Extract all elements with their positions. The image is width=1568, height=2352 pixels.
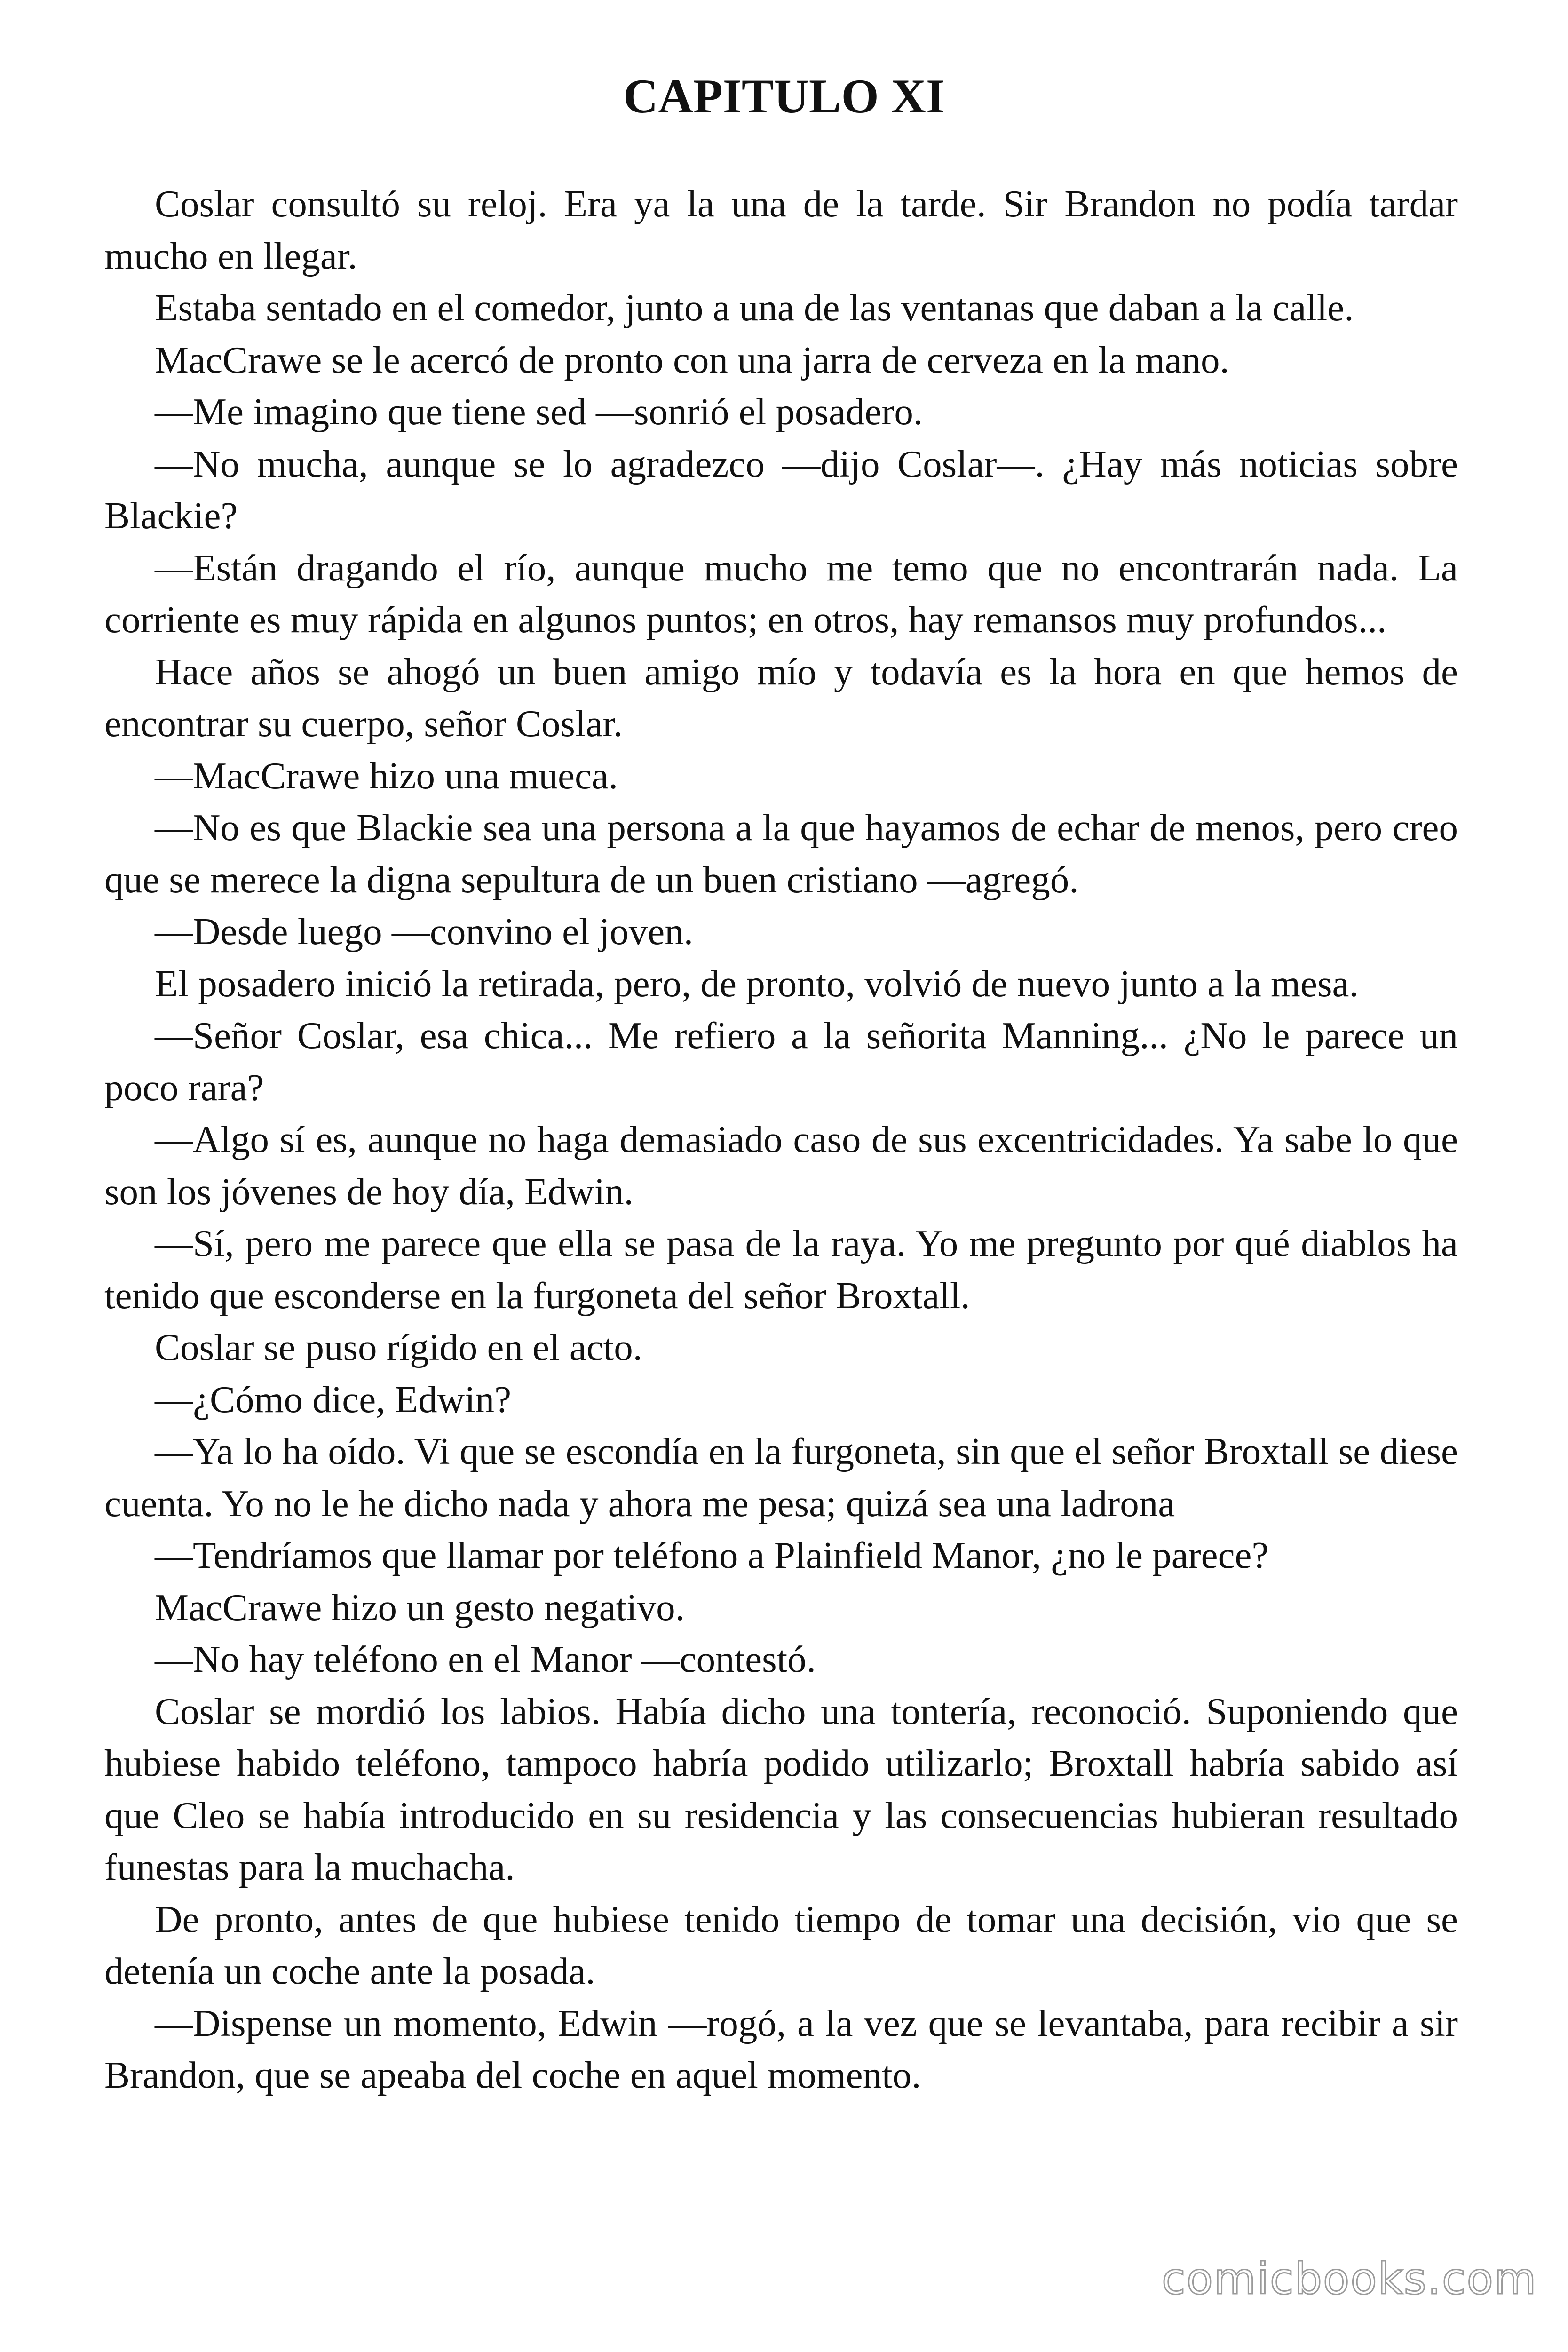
paragraph: Coslar consultó su reloj. Era ya la una de la tarde. Sir Brandon no podía tardar mucho en llegar. xyxy=(104,183,1458,277)
paragraph: MacCrawe se le acercó de pronto con una jarra de cerveza en la mano. xyxy=(155,338,1229,381)
paragraph: —Tendríamos que llamar por teléfono a Plainfield Manor, ¿no le parece? xyxy=(155,1534,1269,1576)
paragraph: —No hay teléfono en el Manor —contestó. xyxy=(155,1638,816,1680)
paragraph: Coslar se puso rígido en el acto. xyxy=(155,1326,643,1368)
paragraph: De pronto, antes de que hubiese tenido tiempo de tomar una decisión, vio que se detenía un coche ante la posada. xyxy=(104,1898,1458,1992)
paragraph: Estaba sentado en el comedor, junto a una de las ventanas que daban a la calle. xyxy=(155,286,1354,329)
paragraph: Coslar se mordió los labios. Había dicho una tontería, reconoció. Suponiendo que hubiese habido teléfono, tampoco habría podido utilizarlo; Broxtall habría sabido así que Cleo se había introducido en su residencia y las consecuencias hubieran resultado funestas para la muchacha. xyxy=(104,1690,1458,1888)
paragraph: MacCrawe hizo un gesto negativo. xyxy=(155,1586,685,1629)
paragraph: —Ya lo ha oído. Vi que se escondía en la furgoneta, sin que el señor Broxtall se diese cuenta. Yo no le he dicho nada y ahora me pesa; quizá sea una ladrona xyxy=(104,1430,1458,1525)
paragraph: —¿Cómo dice, Edwin? xyxy=(155,1378,512,1421)
paragraph: El posadero inició la retirada, pero, de pronto, volvió de nuevo junto a la mesa. xyxy=(155,962,1359,1005)
chapter-title: CAPITULO XI xyxy=(623,70,945,123)
paragraph: —No mucha, aunque se lo agradezco —dijo Coslar—. ¿Hay más noticias sobre Blackie? xyxy=(104,442,1458,537)
chapter-body xyxy=(104,178,1458,2101)
paragraph: —Algo sí es, aunque no haga demasiado caso de sus excentricidades. Ya sabe lo que son los jóvenes de hoy día, Edwin. xyxy=(104,1118,1458,1213)
paragraph: —Dispense un momento, Edwin —rogó, a la vez que se levantaba, para recibir a sir Brandon, que se apeaba del coche en aquel momento. xyxy=(104,2002,1458,2096)
watermark: comicbooks.com xyxy=(1162,2254,1537,2304)
paragraph: Hace años se ahogó un buen amigo mío y todavía es la hora en que hemos de encontrar su cuerpo, señor Coslar. xyxy=(104,650,1458,745)
paragraph: —Desde luego —convino el joven. xyxy=(155,910,693,953)
paragraph: —MacCrawe hizo una mueca. xyxy=(155,754,618,797)
paragraph: —No es que Blackie sea una persona a la que hayamos de echar de menos, pero creo que se merece la digna sepultura de un buen cristiano —agregó. xyxy=(104,806,1458,901)
paragraph: —Señor Coslar, esa chica... Me refiero a la señorita Manning... ¿No le parece un poco rara? xyxy=(104,1014,1458,1109)
paragraph: —Me imagino que tiene sed —sonrió el posadero. xyxy=(155,390,923,433)
paragraph: —Están dragando el río, aunque mucho me temo que no encontrarán nada. La corriente es muy rápida en algunos puntos; en otros, hay remansos muy profundos... xyxy=(104,546,1458,641)
paragraph: —Sí, pero me parece que ella se pasa de la raya. Yo me pregunto por qué diablos ha tenido que esconderse en la furgoneta del señor Broxtall. xyxy=(104,1222,1458,1317)
